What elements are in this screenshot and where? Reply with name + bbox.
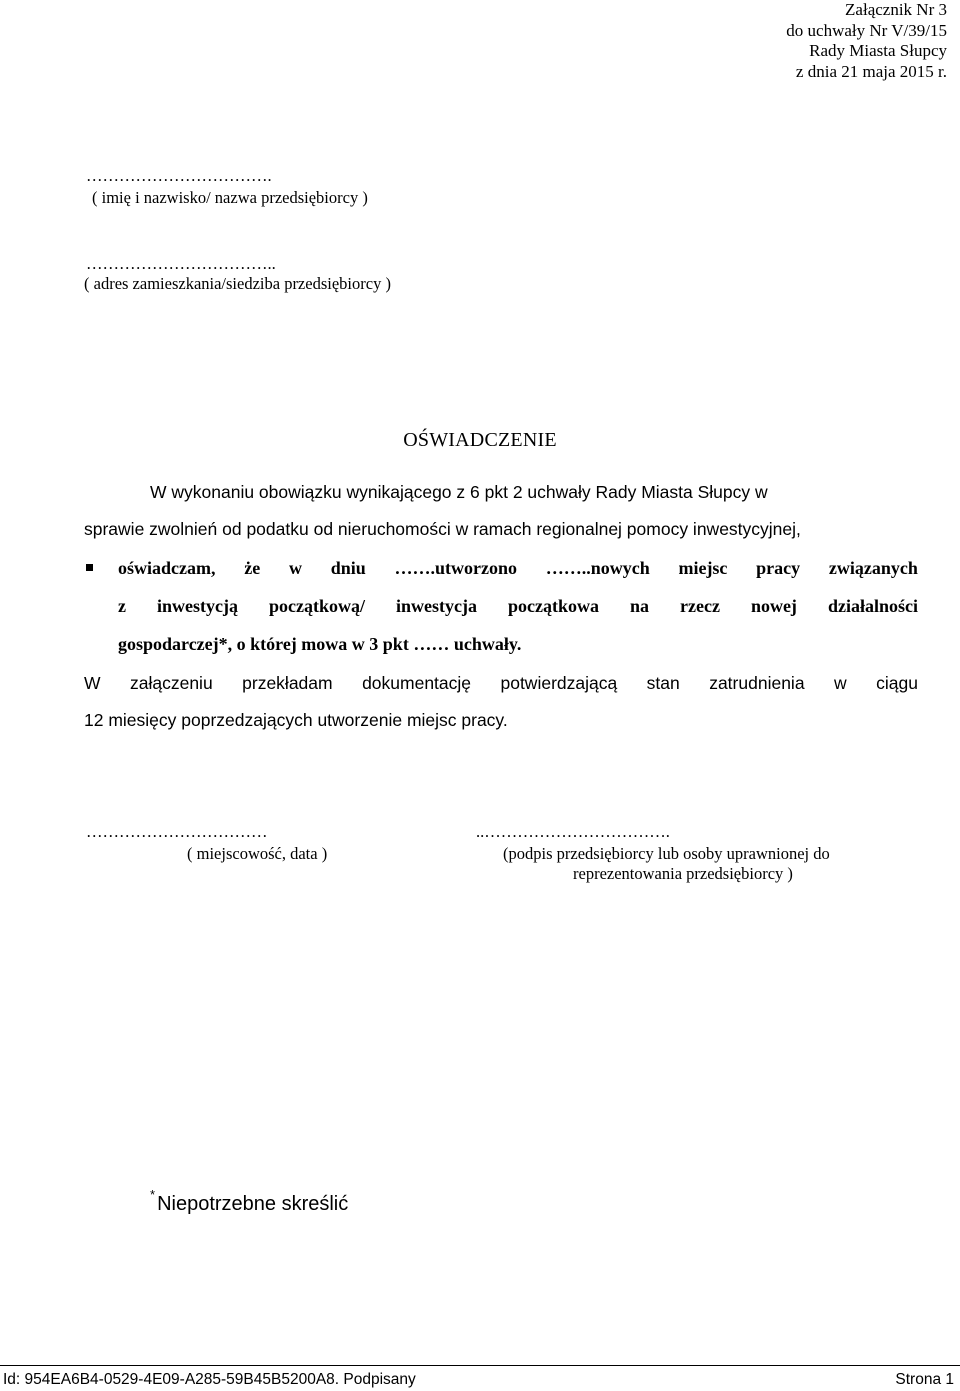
footnote: [150, 1180, 348, 1219]
header-resolution-number: do uchwały Nr V/39/15: [786, 20, 947, 40]
name-dotted-line: …………………………….: [86, 166, 272, 185]
declaration-line-2-word: rzecz: [679, 596, 720, 616]
name-caption: ( imię i nazwisko/ nazwa przedsiębiorcy ): [92, 188, 368, 207]
declaration-line-2-word: początkowa: [507, 596, 599, 616]
attachment-header: [786, 0, 947, 82]
signature-dotted-line: ..…………………………….: [476, 822, 670, 841]
footer-divider: [0, 1365, 960, 1366]
declaration-line-2-word: na: [629, 596, 649, 616]
declaration-line-2-word: działalności: [827, 596, 918, 616]
signature-caption-line-1: (podpis przedsiębiorcy lub osoby uprawnionej do: [503, 844, 830, 863]
attachment-line-2: 12 miesięcy poprzedzających utworzenie miejsc pracy.: [84, 710, 508, 730]
attachment-line-1-word: w: [834, 673, 847, 693]
footnote-text: Niepotrzebne skreślić: [157, 1193, 349, 1215]
attachment-line-1-word: potwierdzającą: [500, 673, 618, 693]
header-council-name: Rady Miasta Słupcy: [809, 41, 947, 60]
header-date: z dnia 21 maja 2015 r.: [795, 61, 947, 81]
declaration-line-1-word: pracy: [756, 558, 801, 578]
declaration-line-2-word: nowej: [750, 596, 797, 616]
intro-line-2: sprawie zwolnień od podatku od nieruchomości w ramach regionalnej pomocy inwestycyjnej,: [84, 519, 801, 539]
address-caption: ( adres zamieszkania/siedziba przedsiębiorcy ): [84, 274, 391, 293]
declaration-line-1-word: związanych: [828, 558, 918, 578]
declaration-line-1-word: ……..nowych: [545, 558, 650, 578]
footnote-marker: *: [150, 1187, 156, 1202]
declaration-line-1-word: że: [244, 558, 261, 578]
declaration-line-1-word: w: [288, 558, 302, 578]
bullet-marker: [86, 564, 93, 571]
intro-line-1: W wykonaniu obowiązku wynikającego z 6 pkt 2 uchwały Rady Miasta Słupcy w: [150, 482, 768, 502]
attachment-line-1-word: załączeniu: [129, 673, 213, 693]
footer-page-number: Strona 1: [895, 1371, 954, 1388]
declaration-line-1-word: dniu: [330, 558, 366, 578]
attachment-line-1-word: stan: [646, 673, 680, 693]
declaration-line-1-word: …….utworzono: [394, 558, 517, 578]
declaration-line-2-word: inwestycją: [157, 596, 238, 616]
declaration-line-2-word: inwestycja: [395, 596, 477, 616]
header-attachment-number: Załącznik Nr 3: [845, 0, 947, 19]
attachment-line-1-word: zatrudnienia: [709, 673, 805, 693]
signature-caption-line-2: reprezentowania przedsiębiorcy ): [573, 864, 793, 883]
declaration-line-2-word: początkową/: [268, 596, 365, 616]
document-title: OŚWIADCZENIE: [403, 429, 557, 451]
attachment-line-1-word: W: [84, 673, 101, 693]
declaration-line-2-word: z: [118, 596, 126, 616]
attachment-line-1-word: ciągu: [876, 673, 918, 693]
declaration-line-1-word: miejsc: [678, 558, 728, 578]
place-date-dotted-line: ……………………………: [86, 822, 268, 841]
declaration-line-1-word: oświadczam,: [118, 558, 216, 578]
footer-document-id: Id: 954EA6B4-0529-4E09-A285-59B45B5200A8. Podpisany: [3, 1371, 416, 1388]
declaration-line-3: gospodarczej*, o której mowa w 3 pkt …… uchwały.: [118, 634, 522, 654]
declaration-line-2: [118, 594, 918, 618]
attachment-line-1: [84, 671, 918, 695]
declaration-line-1: [118, 556, 918, 580]
address-dotted-line: ……………………………..: [86, 254, 276, 273]
place-date-caption: ( miejscowość, data ): [187, 844, 328, 863]
attachment-line-1-word: dokumentację: [362, 673, 472, 693]
attachment-line-1-word: przekładam: [242, 673, 333, 693]
